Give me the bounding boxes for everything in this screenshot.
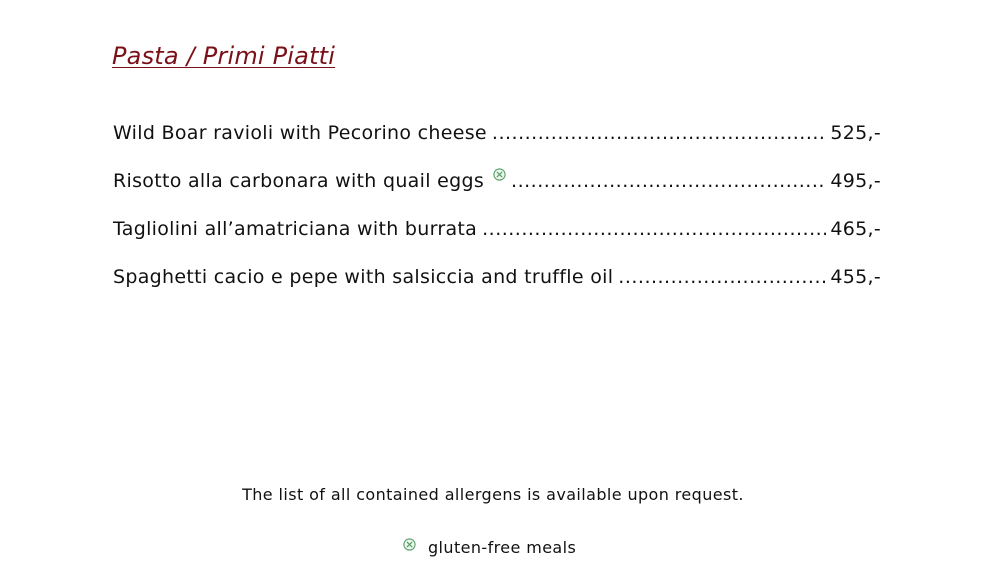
menu-item-price: 455,- <box>830 266 881 288</box>
gluten-free-icon <box>493 168 506 181</box>
menu-item-price: 495,- <box>830 170 881 192</box>
dot-leader <box>618 266 826 288</box>
menu-item-name: Risotto alla carbonara with quail eggs <box>113 170 485 192</box>
menu-list <box>113 122 881 314</box>
legend-label: gluten-free meals <box>428 538 577 557</box>
gluten-free-icon <box>403 538 416 551</box>
section-title: Pasta / Primi Piatti <box>112 42 336 70</box>
dot-leader <box>482 218 826 240</box>
menu-item-price: 465,- <box>830 218 881 240</box>
dot-leader <box>511 170 826 192</box>
menu-item-name: Spaghetti cacio e pepe with salsiccia and truffle oil <box>113 266 614 288</box>
dot-leader <box>492 122 826 144</box>
gluten-free-legend <box>403 538 576 557</box>
allergen-note: The list of all contained allergens is available upon request. <box>242 485 744 504</box>
menu-item-price: 525,- <box>830 122 881 144</box>
menu-item <box>113 170 881 218</box>
menu-item <box>113 266 881 314</box>
menu-item <box>113 218 881 266</box>
menu-item-name: Tagliolini all’amatriciana with burrata <box>113 218 478 240</box>
menu-item-name: Wild Boar ravioli with Pecorino cheese <box>113 122 487 144</box>
menu-item <box>113 122 881 170</box>
